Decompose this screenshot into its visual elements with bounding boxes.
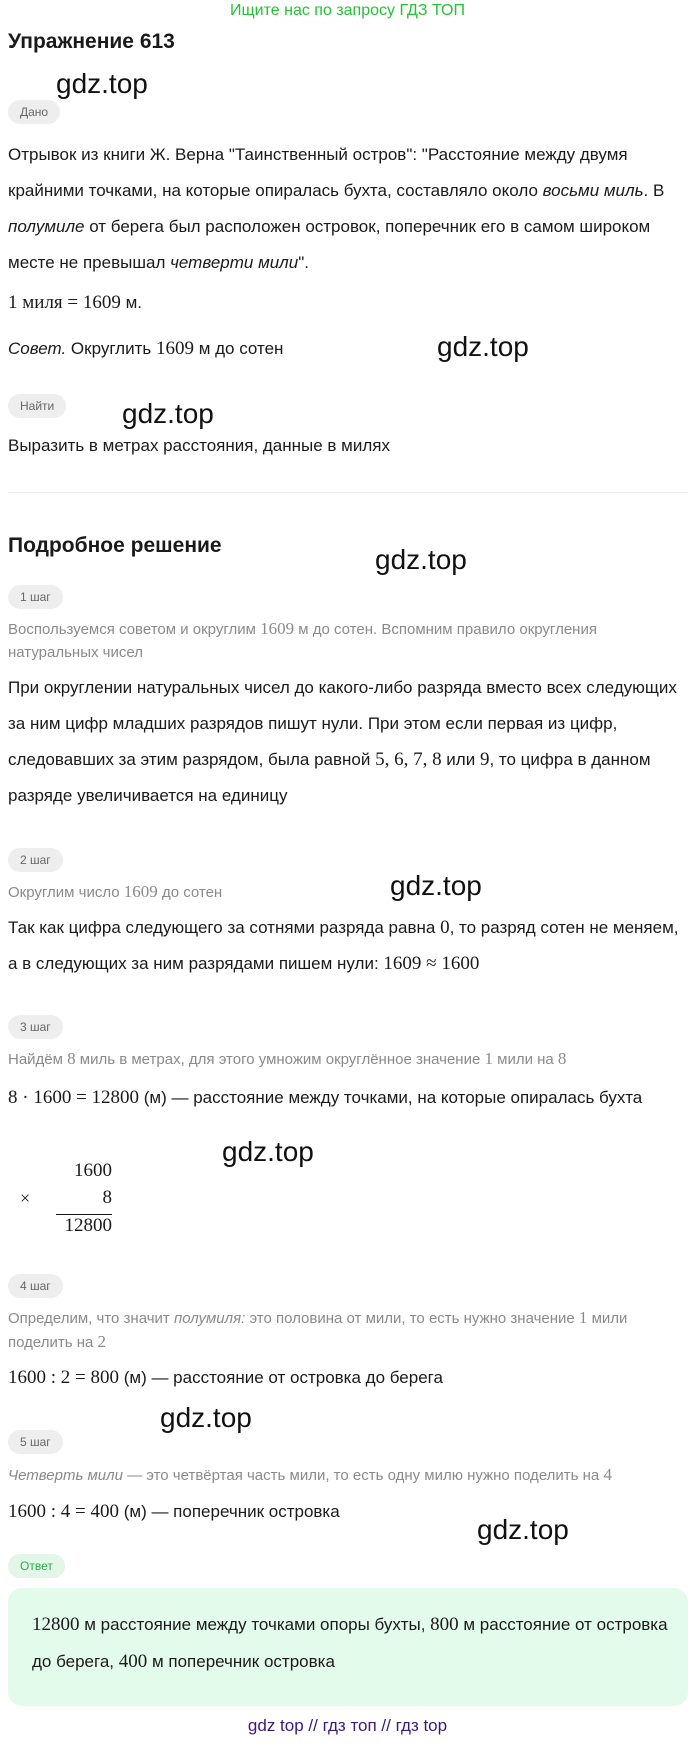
step-2-text-part: Так как цифра следующего за сотнями разряда равна (8, 918, 441, 937)
step-4-text (8, 1360, 688, 1396)
step-3-hint-text: миль в метрах, для этого умножим округлённое значение (75, 1051, 485, 1068)
watermark: gdz.top (477, 1514, 569, 1545)
answer-number: 800 (430, 1614, 459, 1635)
step-1-hint-text: м до сотен. Вспомним правило округления натуральных чисел (8, 621, 597, 661)
watermark: gdz.top (222, 1136, 314, 1167)
answer-number: 12800 (32, 1614, 80, 1635)
mult-result: 12800 (64, 1215, 112, 1236)
step-5-text (8, 1494, 688, 1530)
mult-top-operand: 1600 (74, 1160, 112, 1181)
footer-links[interactable]: gdz top // гдз топ // гдз top (247, 1716, 448, 1735)
step-1-text (8, 670, 688, 814)
answer-text-part: м расстояние от островка до берега, (32, 1615, 668, 1671)
step-3-hint-number: 8 (557, 1049, 567, 1068)
tip-text: м до сотен (193, 339, 284, 358)
tip-text: Округлить (66, 339, 156, 358)
step-1-text-part: или (441, 750, 480, 769)
step-4-hint-text: это половина от мили, то есть нужно значение (245, 1310, 579, 1327)
step-1-digits: 5, 6, 7, 8 (375, 749, 442, 770)
step-1-hint-text: Воспользуемся советом и округлим (8, 621, 261, 638)
solution-title: Подробное решение (8, 534, 222, 557)
step-4-hint (8, 1306, 688, 1354)
step-2-badge: 2 шаг (8, 848, 63, 872)
step-1-text-part: , то цифра в данном разряде увеличивается на единицу (8, 750, 651, 805)
step-2-equation: 1609 ≈ 1600 (383, 953, 480, 974)
tip-line (8, 331, 688, 367)
step-5-hint-emph: Четверть мили (8, 1467, 123, 1484)
mile-definition (8, 285, 688, 321)
step-3-badge: 3 шаг (8, 1015, 63, 1039)
step-5-text-part: (м) — поперечник островка (119, 1502, 340, 1521)
step-4-text-part: (м) — расстояние от островка до берега (119, 1368, 443, 1387)
step-2-hint-number: 1609 (123, 882, 158, 901)
given-emph-half-mile: полумиле (8, 217, 85, 236)
step-4-hint-text: Определим, что значит (8, 1310, 174, 1327)
answer-text (32, 1606, 672, 1680)
watermark: gdz.top (160, 1402, 252, 1433)
step-4-hint-number: 1 (578, 1308, 588, 1327)
given-text (8, 137, 688, 281)
answer-text-part: м поперечник островка (147, 1652, 335, 1671)
step-2-hint (8, 880, 688, 904)
step-5-hint-number: 4 (603, 1465, 612, 1484)
answer-number: 400 (118, 1651, 148, 1672)
find-badge: Найти (8, 394, 66, 418)
step-2-text-part: , то разряд сотен не меняем, а в следующих за ним разрядами пишем нули: (8, 918, 679, 973)
step-3-text-part: (м) — расстояние между точками, на которые опиралась бухта (139, 1088, 643, 1107)
step-4-hint-text: мили поделить на (8, 1310, 628, 1351)
find-text: Выразить в метрах расстояния, данные в милях (8, 436, 390, 455)
step-2-zero: 0 (440, 917, 450, 938)
step-4-equation: 1600 : 2 = 800 (8, 1367, 119, 1388)
watermark: gdz.top (375, 544, 467, 575)
given-text-part: ". (298, 253, 309, 272)
step-5-badge: 5 шаг (8, 1430, 63, 1454)
section-divider (8, 492, 688, 493)
tip-label: Совет. (8, 339, 67, 358)
step-4-badge: 4 шаг (8, 1274, 63, 1298)
given-text-part: от берега был расположен островок, поперечник его в самом широком месте не превышал (8, 217, 651, 272)
exercise-title: Упражнение 613 (8, 30, 175, 53)
watermark: gdz.top (390, 870, 482, 901)
mile-unit: м. (120, 293, 143, 312)
step-4-hint-emph: полумиля: (173, 1310, 246, 1327)
step-1-digit-nine: 9 (479, 749, 490, 770)
step-1-hint-number: 1609 (260, 619, 295, 638)
step-2-hint-text: до сотен (157, 884, 223, 901)
step-3-equation: 8 · 1600 = 12800 (8, 1087, 140, 1108)
step-5-equation: 1600 : 4 = 400 (8, 1501, 119, 1522)
tip-number: 1609 (155, 338, 194, 359)
step-1-badge: 1 шаг (8, 585, 63, 609)
mult-sign: × (20, 1188, 31, 1208)
step-5-hint-text: — это четвёртая часть мили, то есть одну милю нужно поделить на (122, 1467, 604, 1484)
answer-text-part: м расстояние между точками опоры бухты, (79, 1615, 431, 1634)
watermark: gdz.top (437, 331, 529, 362)
step-3-hint-text: Найдём (8, 1051, 68, 1068)
mile-equation: 1 миля = 1609 (8, 292, 121, 313)
given-text-part: . В (643, 181, 665, 200)
answer-box (8, 1588, 688, 1706)
step-3-hint-number: 1 (484, 1049, 493, 1068)
step-3-hint-number: 8 (67, 1049, 76, 1068)
step-4-hint-number: 2 (97, 1332, 107, 1351)
step-3-text (8, 1080, 688, 1116)
watermark: gdz.top (56, 68, 148, 99)
step-1-hint (8, 617, 688, 664)
mult-bottom-operand: 8 (102, 1187, 112, 1208)
top-banner[interactable]: Ищите нас по запросу ГДЗ ТОП (230, 2, 465, 19)
step-2-hint-text: Округлим число (8, 884, 124, 901)
step-1-text-part: При округлении натуральных чисел до какого-либо разряда вместо всех следующих за ним цифр младших разрядов пишут нули. При этом если первая из цифр, следовавших за этим разрядом, была равной (8, 678, 677, 769)
given-badge: Дано (8, 100, 60, 124)
given-emph-quarter-mile: четверти мили (170, 253, 299, 272)
step-2-text (8, 910, 688, 982)
answer-badge: Ответ (8, 1554, 65, 1578)
step-3-hint (8, 1047, 688, 1071)
step-3-hint-text: мили на (492, 1051, 558, 1068)
given-text-part: Отрывок из книги Ж. Верна "Таинственный остров": "Расстояние между двумя крайними точками, на которые опиралась бухта, составляло около (8, 145, 628, 200)
given-emph-eight-miles: восьми миль (542, 181, 644, 200)
watermark: gdz.top (122, 398, 214, 429)
step-5-hint (8, 1463, 688, 1487)
